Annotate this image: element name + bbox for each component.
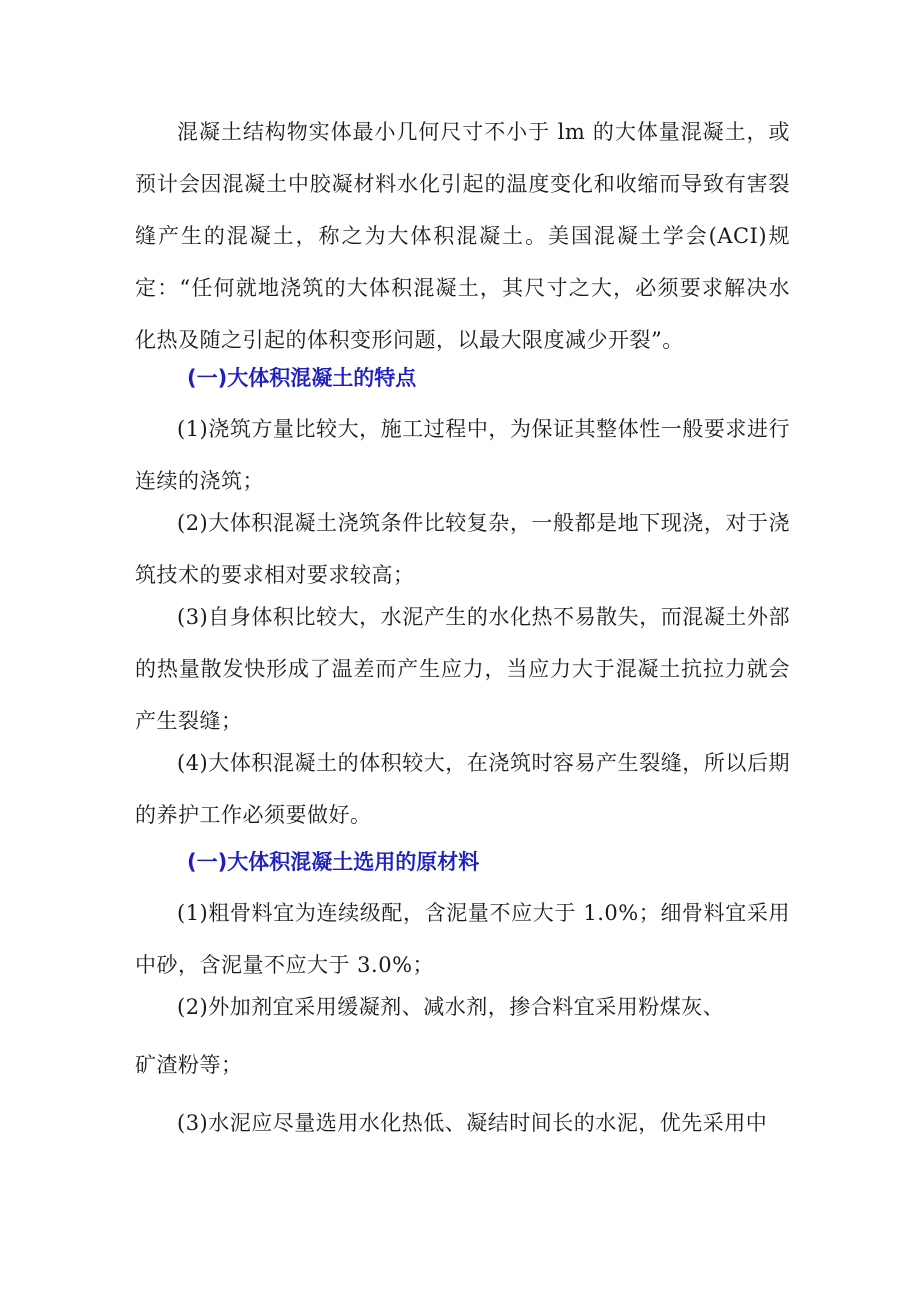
section-heading-raw-materials: (一)大体积混凝土选用的原材料 (187, 850, 480, 874)
intro-paragraph: 混凝土结构物实体最小几何尺寸不小于 lm 的大体量混凝土，或预计会因混凝土中胶凝材料水化引起的温度变化和收缩而导致有害裂缝产生的混凝土，称之为大体积混凝土。美国混凝土学会(ACI)规定：“任何就地浇筑的大体积混凝土，其尺寸之大，必须要求解决水化热及随之引起的体积变形问题，以最大限度减少开裂”。 (135, 120, 790, 352)
material-item-2: (2)外加剂宜采用缓凝剂、减水剂，掺合料宜采用粉煤灰、 (177, 995, 725, 1019)
characteristic-item-3: (3)自身体积比较大，水泥产生的水化热不易散失，而混凝土外部的热量散发快形成了温差而产生应力，当应力大于混凝土抗拉力就会产生裂缝； (135, 605, 790, 733)
material-item-1: (1)粗骨料宜为连续级配，含泥量不应大于 1.0%；细骨料宜采用中砂，含泥量不应大于 3.0%； (135, 901, 790, 977)
characteristic-item-4: (4)大体积混凝土的体积较大，在浇筑时容易产生裂缝，所以后期的养护工作必须要做好。 (135, 751, 790, 827)
section-heading-characteristics: (一)大体积混凝土的特点 (187, 366, 417, 390)
material-item-3: (3)水泥应尽量选用水化热低、凝结时间长的水泥，优先采用中 (177, 1111, 768, 1135)
characteristic-item-2: (2)大体积混凝土浇筑条件比较复杂，一般都是地下现浇，对于浇筑技术的要求相对要求较高； (135, 511, 790, 587)
material-item-2-continuation: 矿渣粉等； (135, 1053, 243, 1077)
characteristic-item-1: (1)浇筑方量比较大，施工过程中，为保证其整体性一般要求进行连续的浇筑； (135, 417, 790, 493)
